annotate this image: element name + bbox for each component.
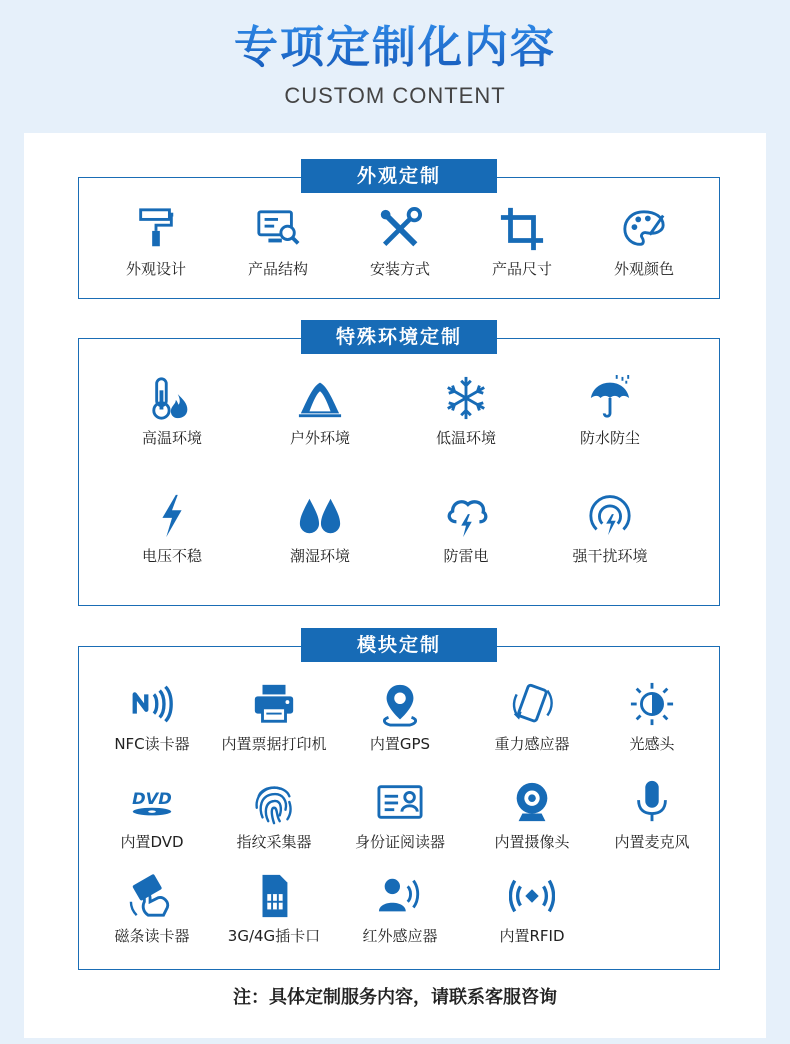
item-magnetic-card-reader: [87, 873, 217, 946]
item-label: 内置票据打印机: [221, 735, 327, 753]
item-label: 安装方式: [369, 260, 430, 278]
item-nfc: [87, 681, 217, 754]
item-receipt-printer: [209, 681, 339, 754]
interference-icon: [587, 493, 633, 539]
section-appearance-title: 外观定制: [301, 159, 497, 193]
item-product-structure: [213, 206, 343, 279]
item-label: 电压不稳: [141, 547, 202, 565]
item-label: 内置麦克风: [614, 833, 690, 851]
microphone-icon: [629, 779, 675, 825]
item-camera: [467, 779, 597, 852]
item-label: 产品尺寸: [491, 260, 552, 278]
card-swipe-icon: [129, 873, 175, 919]
item-label: 内置摄像头: [494, 833, 570, 851]
page-title: 专项定制化内容: [0, 20, 790, 76]
item-infrared-sensor: [335, 873, 465, 946]
item-label: 身份证阅读器: [354, 833, 445, 851]
item-microphone: [587, 779, 717, 852]
page-subtitle: CUSTOM CONTENT: [284, 83, 506, 108]
item-waterproof: [545, 375, 675, 448]
item-label: 外观设计: [125, 260, 186, 278]
fingerprint-icon: [251, 779, 297, 825]
item-label: 产品结构: [247, 260, 308, 278]
item-gps: [335, 681, 465, 754]
item-label: 防水防尘: [579, 429, 640, 447]
item-label: 光感头: [629, 735, 675, 753]
item-high-temperature: [107, 375, 237, 448]
item-label: 磁条读卡器: [114, 927, 190, 945]
item-humid: [255, 493, 385, 566]
tools-icon: [377, 206, 423, 252]
item-outdoor: [255, 375, 385, 448]
item-label: 3G/4G插卡口: [227, 927, 321, 945]
item-label: 户外环境: [289, 429, 350, 447]
sim-card-icon: [251, 873, 297, 919]
location-pin-icon: [377, 681, 423, 727]
item-label: 高温环境: [141, 429, 202, 447]
section-modules: [78, 634, 720, 970]
lightning-icon: [149, 493, 195, 539]
rfid-icon: [509, 873, 555, 919]
item-id-card-reader: [335, 779, 465, 852]
item-label: 低温环境: [435, 429, 496, 447]
item-label: 重力感应器: [494, 735, 570, 753]
umbrella-icon: [587, 375, 633, 421]
item-label: 内置RFID: [499, 927, 565, 945]
monitor-search-icon: [255, 206, 301, 252]
id-card-icon: [377, 779, 423, 825]
item-label: 外观颜色: [613, 260, 674, 278]
printer-icon: [251, 681, 297, 727]
thunder-cloud-icon: [443, 493, 489, 539]
item-voltage-unstable: [107, 493, 237, 566]
svg-text:DVD: DVD: [132, 788, 172, 808]
item-low-temperature: [401, 375, 531, 448]
paint-roller-icon: [133, 206, 179, 252]
section-environment: [78, 326, 720, 606]
light-sensor-icon: [629, 681, 675, 727]
item-label: NFC读卡器: [114, 735, 190, 753]
palette-icon: [621, 206, 667, 252]
item-label: 指纹采集器: [236, 833, 312, 851]
item-installation: [335, 206, 465, 279]
water-drops-icon: [297, 493, 343, 539]
item-lightning-protection: [401, 493, 531, 566]
item-dvd: [87, 779, 217, 852]
item-gravity-sensor: [467, 681, 597, 754]
item-rfid: [467, 873, 597, 946]
infrared-person-icon: [377, 873, 423, 919]
item-label: 内置DVD: [120, 833, 184, 851]
item-label: 防雷电: [443, 547, 489, 565]
phone-rotate-icon: [509, 681, 555, 727]
item-appearance-design: [91, 206, 221, 279]
item-label: 红外感应器: [362, 927, 438, 945]
tent-icon: [297, 375, 343, 421]
item-label: 内置GPS: [369, 735, 431, 753]
item-label: 潮湿环境: [289, 547, 350, 565]
item-light-sensor: [587, 681, 717, 754]
item-product-size: [457, 206, 587, 279]
content-card: [24, 133, 766, 1038]
item-interference: [545, 493, 675, 566]
footer-note: 注：具体定制服务内容，请联系客服咨询: [233, 987, 557, 1008]
item-appearance-color: [579, 206, 709, 279]
dvd-icon: [129, 779, 175, 825]
section-environment-title: 特殊环境定制: [301, 320, 497, 354]
item-label: 强干扰环境: [572, 547, 648, 565]
nfc-icon: [129, 681, 175, 727]
thermometer-flame-icon: [149, 375, 195, 421]
item-sim-slot: [209, 873, 339, 946]
snowflake-icon: [443, 375, 489, 421]
item-fingerprint: [209, 779, 339, 852]
crop-icon: [499, 206, 545, 252]
section-appearance: [78, 165, 720, 299]
webcam-icon: [509, 779, 555, 825]
section-modules-title: 模块定制: [301, 628, 497, 662]
